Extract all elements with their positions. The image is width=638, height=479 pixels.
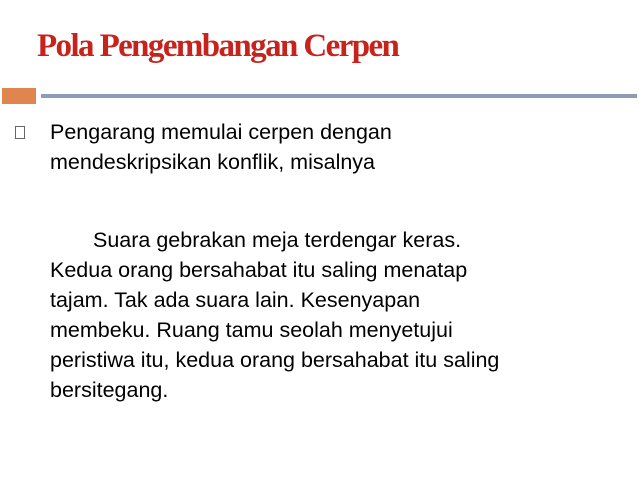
bullet-paragraph bbox=[50, 117, 392, 177]
example-line: tajam. Tak ada suara lain. Kesenyapan bbox=[50, 288, 421, 312]
example-line: Kedua orang bersahabat itu saling menatap bbox=[50, 258, 468, 282]
example-line: Suara gebrakan meja terdengar keras. bbox=[93, 228, 462, 252]
example-paragraph bbox=[50, 225, 499, 405]
example-line: membeku. Ruang tamu seolah menyetujui bbox=[50, 318, 453, 342]
bullet-line: mendeskripsikan konflik, misalnya bbox=[50, 150, 376, 174]
bullet-line: Pengarang memulai cerpen dengan bbox=[50, 120, 392, 144]
slide-title: Pola Pengembangan Cerpen bbox=[37, 28, 399, 64]
title-divider-accent bbox=[2, 88, 36, 104]
example-line: bersitegang. bbox=[50, 378, 169, 402]
title-divider-line bbox=[41, 94, 637, 98]
bullet-square-icon bbox=[15, 126, 25, 139]
example-line: peristiwa itu, kedua orang bersahabat itu saling bbox=[50, 348, 500, 372]
